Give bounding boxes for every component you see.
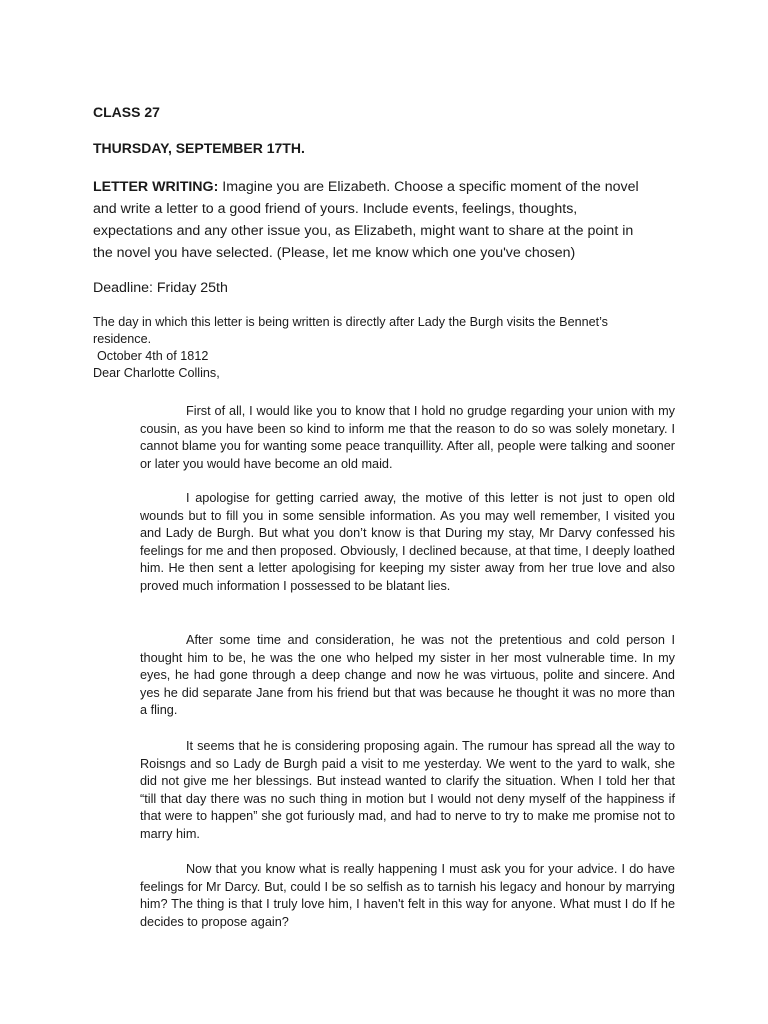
letter-salutation: Dear Charlotte Collins, [93, 366, 220, 380]
letter-date: October 4th of 1812 [97, 349, 209, 363]
letter-paragraph: First of all, I would like you to know that I hold no grudge regarding your union with my cousin, as you have been so kind to inform me that the reason to do so was solely monetary. I cannot blame you for wanting some peace tranquillity. After all, people were talking and sooner or later you would have become an old maid. [140, 404, 675, 471]
assignment-text: Imagine you are Elizabeth. Choose a specific moment of the novel and write a letter to a good friend of yours. Include events, feelings, thoughts, expectations and any other issue you, as Elizabeth, might want to share at the point in the novel you have selected. (Please, let me know which one you've chosen) [93, 179, 639, 261]
deadline: Deadline: Friday 25th [93, 280, 228, 296]
letter-paragraph: Now that you know what is really happening I must ask you for your advice. I do have feelings for Mr Darcy. But, could I be so selfish as to tarnish his legacy and honour by marrying him? The thing is that I truly love him, I haven't felt in this way for anyone. What must I do If he decides to propose again? [140, 862, 675, 929]
letter-paragraph: It seems that he is considering proposing again. The rumour has spread all the way to Roisngs and so Lady de Burgh paid a visit to me yesterday. We went to the yard to walk, she did not give me her blessings. But instead wanted to clarify the situation. When I told her that “till that day there was no such thing in motion but I would not deny myself of the happiness if that were to happen” she got furiously mad, and had to nerve to try to make me promise not to marry him. [140, 739, 675, 841]
letter-paragraph: I apologise for getting carried away, the motive of this letter is not just to open old wounds but to fill you in some sensible information. As you may well remember, I visited you and Lady de Burgh. But what you don’t know is that During my stay, Mr Darvy confessed his feelings for me and then proposed. Obviously, I declined because, at that time, I deeply loathed him. He then sent a letter apologising for keeping my sister away from her true love and also proved much information I possessed to be blatant lies. [140, 491, 675, 593]
letter-context: The day in which this letter is being written is directly after Lady the Burgh visits the Bennet’s residence. [93, 315, 608, 346]
assignment-instructions [93, 176, 653, 264]
date-heading: THURSDAY, SEPTEMBER 17TH. [93, 140, 305, 156]
class-heading: CLASS 27 [93, 104, 160, 120]
assignment-label: LETTER WRITING: [93, 179, 219, 195]
letter-paragraph: After some time and consideration, he was not the pretentious and cold person I thought him to be, he was the one who helped my sister in her most vulnerable time. In my eyes, he had gone through a deep change and now he was virtuous, polite and sincere. And yes he did separate Jane from his friend but that was because he thought it was no more than a fling. [140, 633, 675, 717]
letter-header [93, 314, 663, 382]
